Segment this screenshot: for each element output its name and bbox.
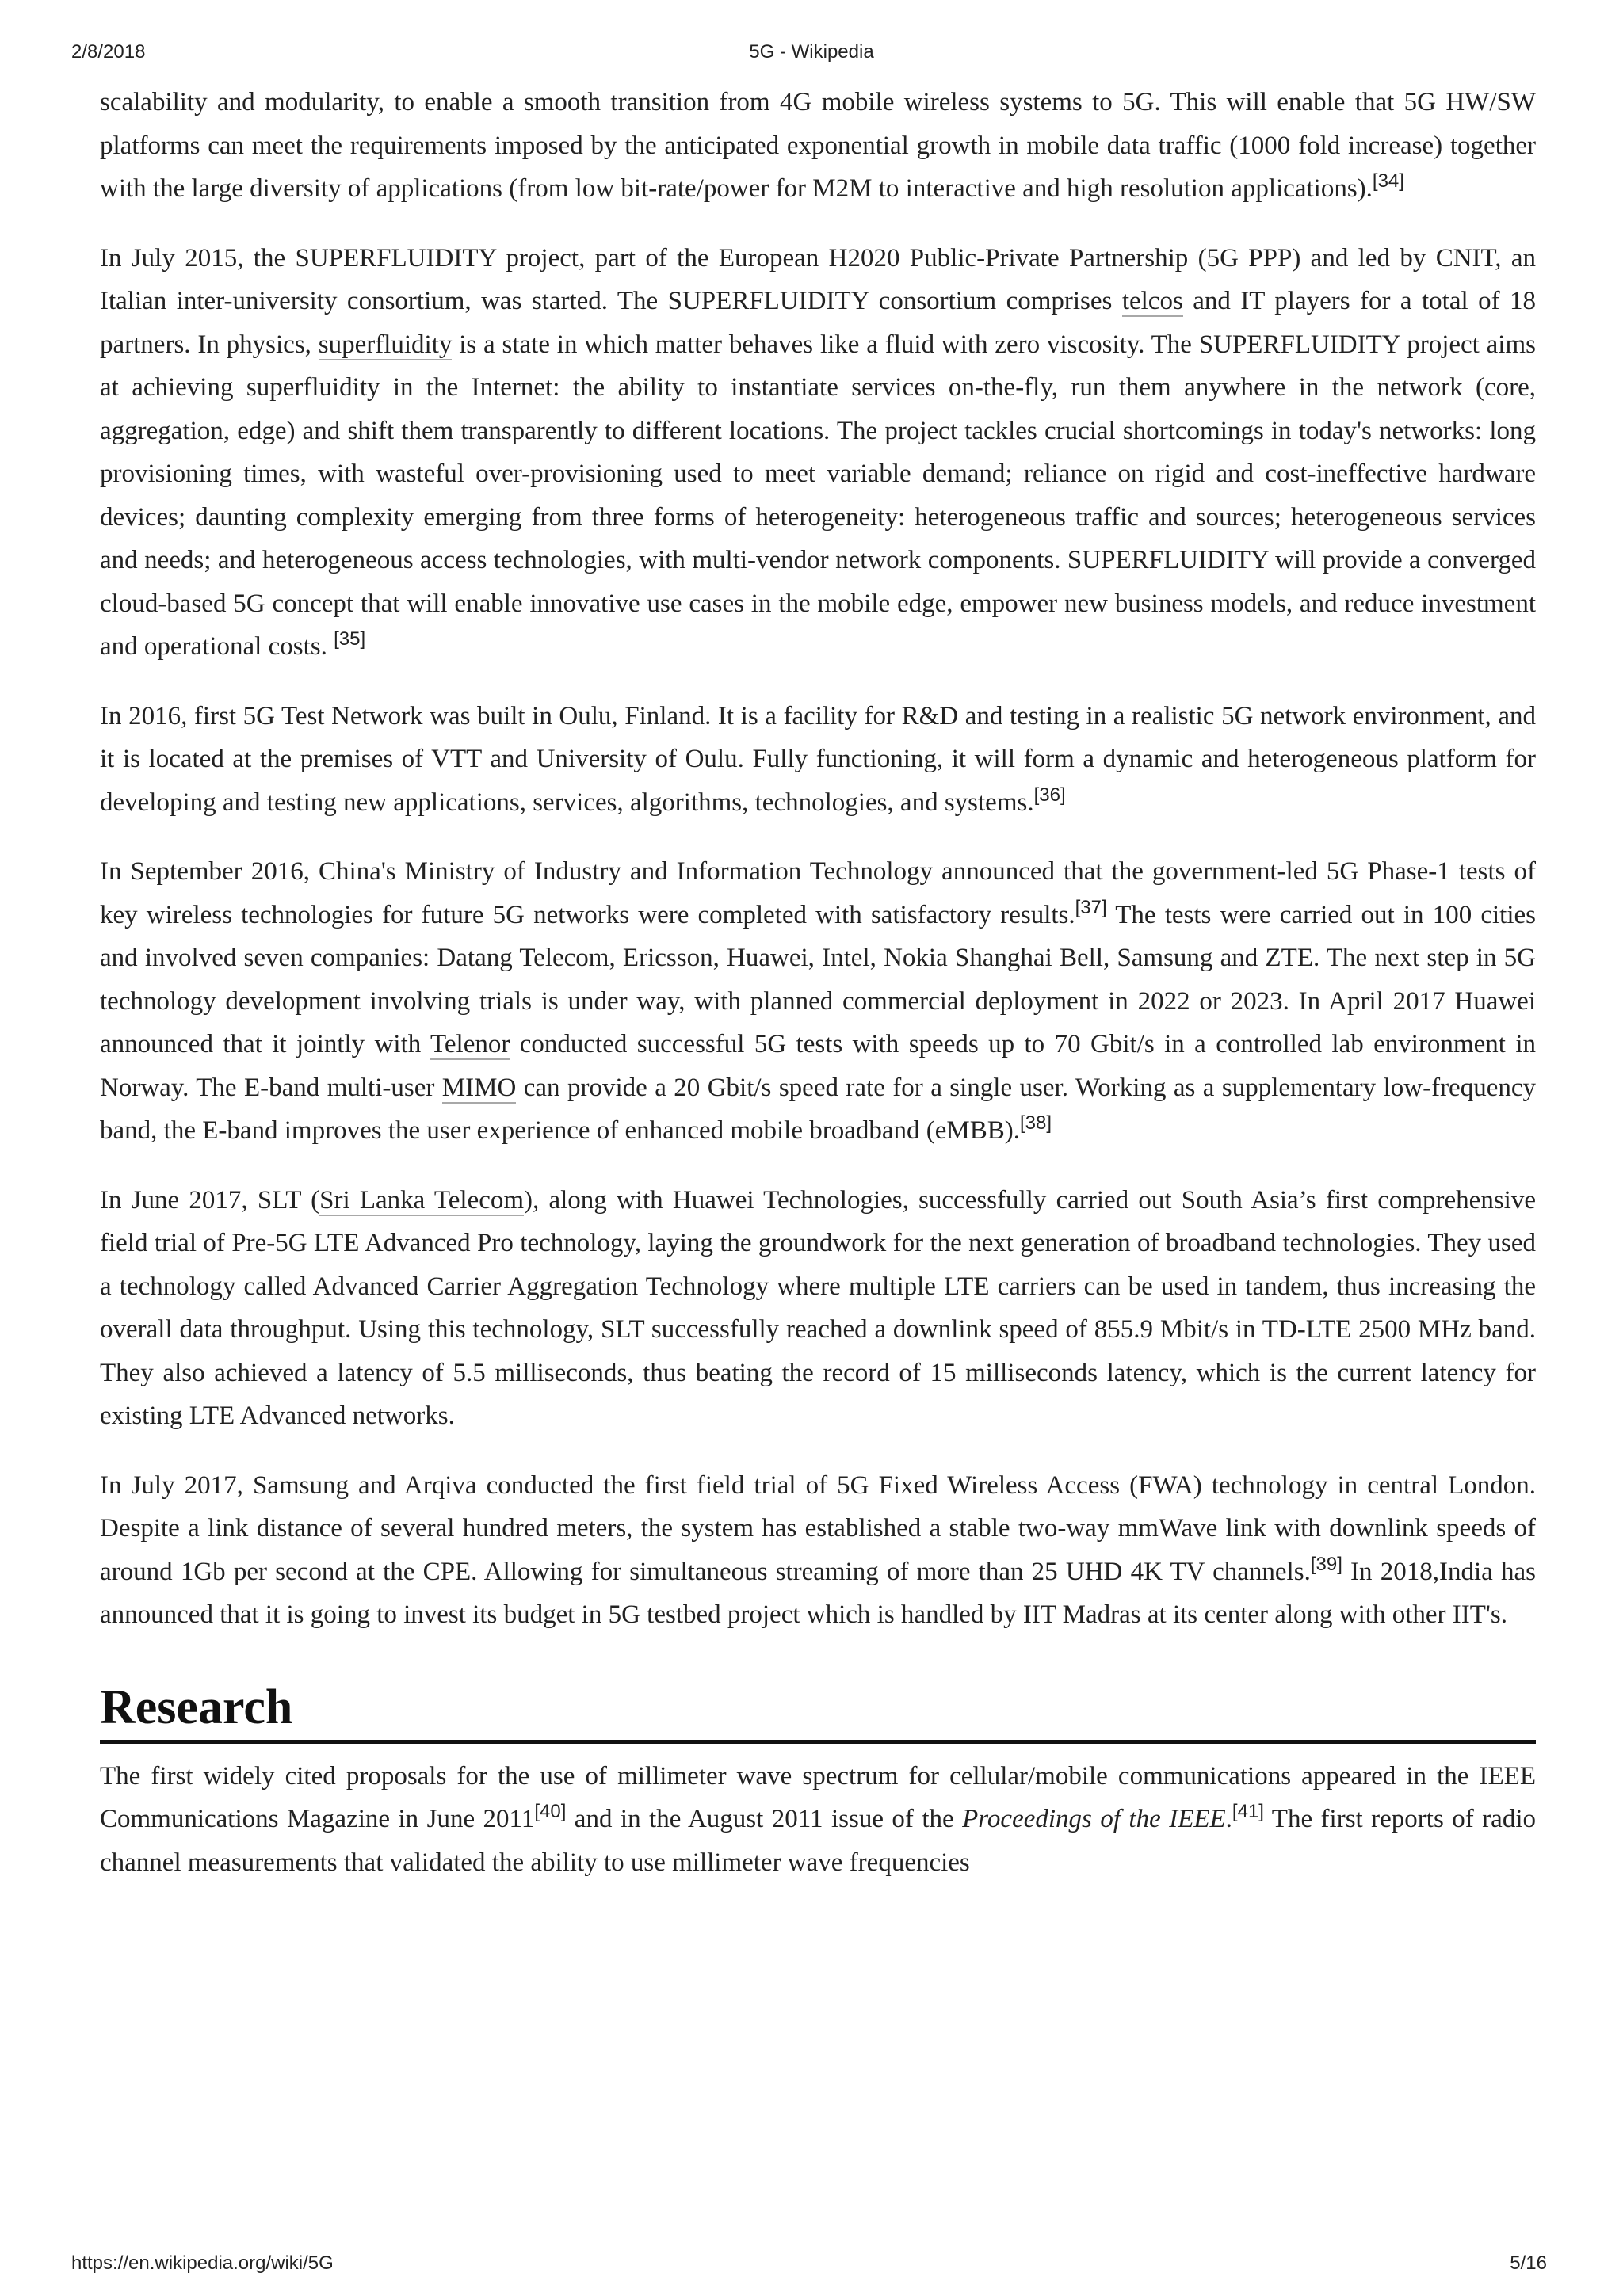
link-telcos[interactable]: telcos [1121, 287, 1183, 315]
reference-40[interactable]: [40] [534, 1801, 567, 1822]
paragraph-superfluidity [100, 237, 1536, 669]
paragraph-text: scalability and modularity, to enable a smooth transition from 4G mobile wireless systems to 5G. This will enable that 5G HW/SW platforms can meet the requirements imposed by the anticipated exponential growth in mobile data traffic (1000 fold increase) together with the large diversity of applications (from low bit-rate/power for M2M to interactive and high resolution applications). [100, 88, 1536, 203]
paragraph-text: In September 2016, China's Ministry of Industry and Information Technology announced that the government-led 5G Phase-1 tests of key wireless technologies for future 5G networks were completed with satisfactory results. [100, 857, 1536, 929]
paragraph-text: In 2018,India has announced that it is going to invest its budget in 5G testbed project which is handled by IIT Madras at its center along with other IIT's. [100, 1557, 1536, 1629]
paragraph-text: and IT players for a total of 18 partners. In physics, [100, 287, 1536, 359]
paragraph-text: is a state in which matter behaves like a fluid with zero viscosity. The SUPERFLUIDITY project aims at achieving superfluidity in the Internet: the ability to instantiate services on-the-fly, run them anywhere in the network (core, aggregation, edge) and shift them transparently to different locations. The project tackles crucial shortcomings in today's networks: long provisioning times, with wasteful over-provisioning used to meet variable demand; reliance on rigid and cost-ineffective hardware devices; daunting complexity emerging from three forms of heterogeneity: heterogeneous traffic and sources; heterogeneous services and needs; and heterogeneous access technologies, with multi-vendor network components. SUPERFLUIDITY will provide a converged cloud-based 5G concept that will enable innovative use cases in the mobile edge, empower new business models, and reduce investment and operational costs. [100, 330, 1536, 661]
reference-37[interactable]: [37] [1075, 896, 1107, 918]
research-heading: Research [100, 1676, 1536, 1744]
paragraph-research [100, 1755, 1536, 1885]
reference-36[interactable]: [36] [1033, 784, 1066, 806]
paragraph-china [100, 850, 1536, 1153]
paragraph-samsung-arqiva [100, 1464, 1536, 1637]
paragraph-text: can provide a 20 Gbit/s speed rate for a single user. Working as a supplementary low-frequency band, the E-band improves the user experience of enhanced mobile broadband (eMBB). [100, 1073, 1536, 1145]
link-superfluidity[interactable]: superfluidity [318, 330, 453, 359]
paragraph-scalability [100, 81, 1536, 211]
paragraph-oulu [100, 695, 1536, 825]
paragraph-text: In June 2017, SLT ( [100, 1185, 320, 1215]
paragraph-text: and in the August 2011 issue of the [566, 1805, 963, 1833]
paragraph-text: . [1225, 1805, 1232, 1833]
link-telenor[interactable]: Telenor [430, 1030, 510, 1058]
print-header-date: 2/8/2018 [71, 41, 146, 63]
reference-35[interactable]: [35] [334, 628, 366, 650]
reference-38[interactable]: [38] [1020, 1112, 1052, 1134]
paragraph-text: In 2016, first 5G Test Network was built in Oulu, Finland. It is a facility for R&D and testing in a realistic 5G network environment, and it is located at the premises of VTT and University of Oulu. Fully functioning, it will form a dynamic and heterogeneous platform for developing and testing new applications, services, algorithms, technologies, and systems. [100, 701, 1536, 817]
journal-title: Proceedings of the IEEE [962, 1805, 1226, 1833]
link-mimo[interactable]: MIMO [441, 1073, 517, 1102]
print-footer-url: https://en.wikipedia.org/wiki/5G [71, 2252, 334, 2274]
paragraph-text: ), along with Huawei Technologies, successfully carried out South Asia’s first comprehensive field trial of Pre-5G LTE Advanced Pro technology, laying the groundwork for the next generation of broadband technologies. They used a technology called Advanced Carrier Aggregation Technology where multiple LTE carriers can be used in tandem, thus increasing the overall data throughput. Using this technology, SLT successfully reached a downlink speed of 855.9 Mbit/s in TD-LTE 2500 MHz band. They also achieved a latency of 5.5 milliseconds, thus beating the record of 15 milliseconds latency, which is the current latency for existing LTE Advanced networks. [100, 1185, 1536, 1430]
paragraph-text: conducted successful 5G tests with speeds up to 70 Gbit/s in a controlled lab environment in Norway. The E-band multi-user [100, 1030, 1536, 1102]
paragraph-text: In July 2015, the SUPERFLUIDITY project, part of the European H2020 Public-Private Partnership (5G PPP) and led by CNIT, an Italian inter-university consortium, was started. The SUPERFLUIDITY consortium comprises [100, 243, 1536, 315]
paragraph-sri-lanka [100, 1179, 1536, 1438]
print-header-title: 5G - Wikipedia [749, 41, 874, 63]
reference-34[interactable]: [34] [1372, 170, 1404, 192]
paragraph-text: In July 2017, Samsung and Arqiva conducted the first field trial of 5G Fixed Wireless Access (FWA) technology in central London. Despite a link distance of several hundred meters, the system has established a stable two-way mmWave link with downlink speeds of around 1Gb per second at the CPE. Allowing for simultaneous streaming of more than 25 UHD 4K TV channels. [100, 1470, 1536, 1586]
reference-41[interactable]: [41] [1232, 1801, 1264, 1822]
paragraph-text: The tests were carried out in 100 cities and involved seven companies: Datang Telecom, Ericsson, Huawei, Intel, Nokia Shanghai Bell, Samsung and ZTE. The next step in 5G technology development involving trials is under way, with planned commercial deployment in 2022 or 2023. In April 2017 Huawei announced that it jointly with [100, 900, 1536, 1058]
paragraph-text: The first reports of radio channel measurements that validated the ability to use millimeter wave frequencies [100, 1805, 1536, 1877]
reference-39[interactable]: [39] [1310, 1553, 1342, 1575]
print-footer-page-number: 5/16 [1510, 2252, 1547, 2274]
link-sri-lanka-telecom[interactable]: Sri Lanka Telecom [319, 1185, 525, 1215]
article-content [100, 81, 1536, 1910]
paragraph-text: The first widely cited proposals for the use of millimeter wave spectrum for cellular/mobile communications appeared in the IEEE Communications Magazine in June 2011 [100, 1761, 1536, 1833]
